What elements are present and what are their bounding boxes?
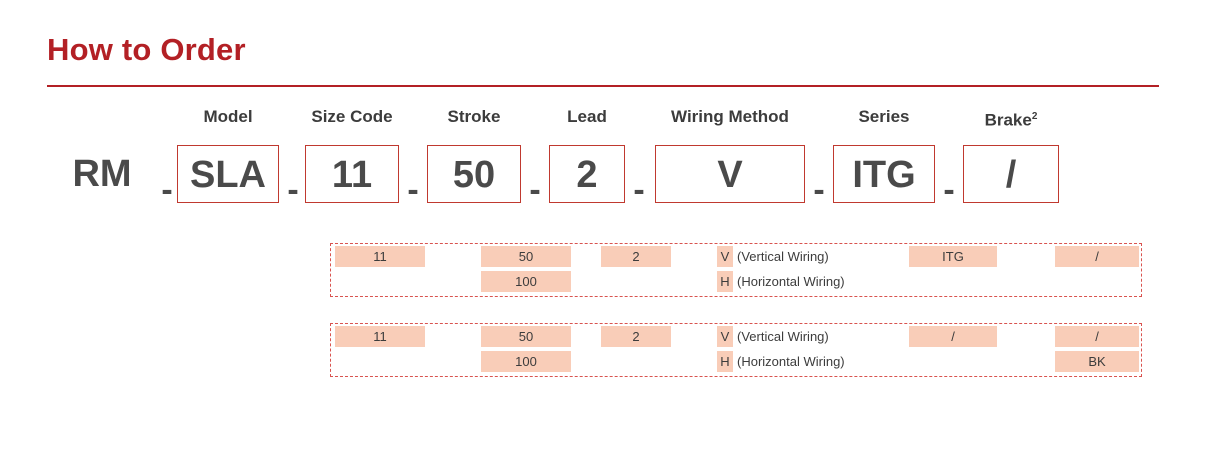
code-value-lead[interactable]: 2 bbox=[549, 145, 625, 203]
option-series[interactable]: / bbox=[909, 326, 997, 347]
code-field-model bbox=[177, 105, 279, 203]
option-brake[interactable]: / bbox=[1055, 326, 1139, 347]
table-row bbox=[331, 244, 1141, 269]
code-value-brake[interactable]: / bbox=[963, 145, 1059, 203]
option-wiring-note: (Vertical Wiring) bbox=[737, 329, 829, 344]
code-field-stroke bbox=[427, 105, 521, 203]
code-field-wiring-method bbox=[655, 105, 805, 203]
table-row bbox=[331, 324, 1141, 349]
option-brake[interactable]: BK bbox=[1055, 351, 1139, 372]
option-table-standard bbox=[330, 243, 1142, 297]
code-label-model: Model bbox=[203, 107, 253, 126]
code-value-stroke[interactable]: 50 bbox=[427, 145, 521, 203]
code-dash-2: - bbox=[287, 171, 299, 209]
option-brake[interactable]: / bbox=[1055, 246, 1139, 267]
code-label-series: Series bbox=[858, 107, 910, 126]
option-wiring-code[interactable]: H bbox=[717, 351, 733, 372]
code-dash-7: - bbox=[943, 171, 955, 209]
code-dash-5: - bbox=[633, 171, 645, 209]
title-divider bbox=[47, 85, 1159, 87]
code-value-prefix: RM bbox=[47, 145, 157, 203]
table-row bbox=[331, 349, 1141, 374]
option-lead[interactable]: 2 bbox=[601, 326, 671, 347]
code-field-prefix bbox=[47, 105, 157, 203]
code-value-size-code[interactable]: 11 bbox=[305, 145, 399, 203]
option-wiring-code[interactable]: V bbox=[717, 326, 733, 347]
code-label-size-code: Size Code bbox=[311, 107, 393, 126]
option-stroke[interactable]: 50 bbox=[481, 246, 571, 267]
code-field-size-code bbox=[305, 105, 399, 203]
option-wiring-note: (Vertical Wiring) bbox=[737, 249, 829, 264]
code-dash-1: - bbox=[161, 171, 173, 209]
code-dash-3: - bbox=[407, 171, 419, 209]
option-series[interactable]: ITG bbox=[909, 246, 997, 267]
option-table-brake bbox=[330, 323, 1142, 377]
code-value-wiring-method[interactable]: V bbox=[655, 145, 805, 203]
option-lead[interactable]: 2 bbox=[601, 246, 671, 267]
option-size-code[interactable]: 11 bbox=[335, 246, 425, 267]
option-size-code[interactable]: 11 bbox=[335, 326, 425, 347]
code-label-wiring-method: Wiring Method bbox=[671, 107, 789, 126]
code-label-prefix bbox=[47, 105, 157, 129]
option-wiring-note: (Horizontal Wiring) bbox=[737, 274, 845, 289]
code-label-lead: Lead bbox=[567, 107, 607, 126]
code-label-brake-footnote: 2 bbox=[1031, 111, 1038, 122]
code-label-brake-text: Brake bbox=[984, 110, 1032, 130]
option-wiring-code[interactable]: V bbox=[717, 246, 733, 267]
code-label-stroke: Stroke bbox=[447, 107, 501, 126]
code-dash-6: - bbox=[813, 171, 825, 209]
code-field-series bbox=[833, 105, 935, 203]
option-wiring-code[interactable]: H bbox=[717, 271, 733, 292]
code-dash-4: - bbox=[529, 171, 541, 209]
code-label-brake bbox=[963, 105, 1059, 129]
code-value-model[interactable]: SLA bbox=[177, 145, 279, 203]
code-field-brake bbox=[963, 105, 1059, 203]
option-stroke[interactable]: 100 bbox=[481, 271, 571, 292]
table-row bbox=[331, 269, 1141, 294]
option-stroke[interactable]: 100 bbox=[481, 351, 571, 372]
option-stroke[interactable]: 50 bbox=[481, 326, 571, 347]
code-field-lead bbox=[549, 105, 625, 203]
option-wiring-note: (Horizontal Wiring) bbox=[737, 354, 845, 369]
code-value-series[interactable]: ITG bbox=[833, 145, 935, 203]
order-code-row bbox=[47, 105, 1159, 210]
page-title: How to Order bbox=[47, 32, 246, 67]
